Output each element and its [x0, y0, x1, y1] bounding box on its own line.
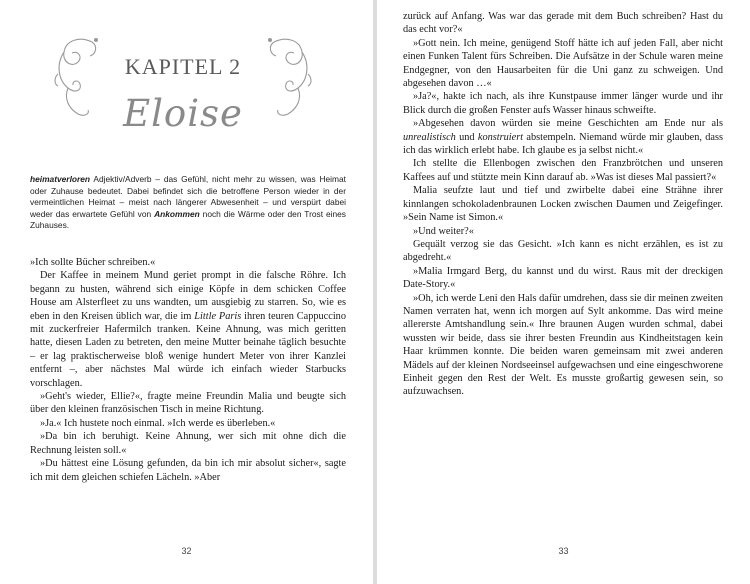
paragraph: »Malia Irmgard Berg, du kannst und du wirst. Raus mit der dreckigen Date-Story.« [403, 265, 723, 291]
definition-block [30, 174, 346, 232]
paragraph: »Und weiter?« [413, 225, 474, 237]
chapter-character-name: Eloise [123, 92, 243, 135]
paragraph: Malia seufzte laut und tief und zwirbelte dabei eine Strähne ihrer kinnlangen schokoladenbraunen Locken zwischen Daumen und Zeigefinger. »Sein Name ist Simon.« [403, 185, 723, 224]
paragraph: »Abgesehen davon würden sie meine Geschichten am Ende nur als unrealistisch und konstruiert abstempeln. Niemand würde mir glauben, dass ich das wirklich erlebt habe. Ich glaube es ja selbst nicht.« [403, 118, 724, 157]
paragraph: Gequält verzog sie das Gesicht. »Ich kann es nicht erzählen, es ist zu abgedreht.« [403, 238, 723, 264]
left-page [0, 0, 373, 584]
paragraph: »Ja.« Ich hustete noch einmal. »Ich werde es überleben.« [40, 417, 276, 429]
right-page [377, 0, 750, 584]
paragraph: zurück auf Anfang. Was war das gerade mit dem Buch schreiben? Hast du das echt vor?« [403, 11, 723, 36]
definition-term-2: Ankommen [154, 208, 200, 219]
right-body-text [403, 10, 723, 399]
definition-text-2: noch die Wärme oder den Trost eines Zuhauses. [30, 208, 346, 231]
paragraph: »Du hättest eine Lösung gefunden, da bin ich mir absolut sicher«, sagte ich mit dem gleichen schiefen Lächeln. »Aber [30, 458, 346, 483]
chapter-title: KAPITEL 2 [124, 54, 242, 79]
page-number-right: 33 [558, 546, 569, 556]
definition-text: Adjektiv/Adverb – das Gefühl, nicht mehr zu wissen, was Heimat oder Zuhause bedeutet. Dabei befindet sich die betroffene Person wieder in der vermeintlichen Heimat – meist nach längerer Abwesenheit – und verspürt dabei weder das erwartete Gefühl von [30, 174, 346, 219]
paragraph: »Gott nein. Ich meine, genügend Stoff hätte ich auf jeden Fall, aber nicht einen Funken Talent fürs Schreiben. Die Aufsätze in der Schule waren meine Endgegner, von den Hausarbeiten für die Uni ganz zu schweigen. Und abgesehen davon …« [403, 37, 723, 90]
left-body-text [30, 256, 346, 484]
paragraph: Der Kaffee in meinem Mund geriet prompt in die falsche Röhre. Ich begann zu husten, während sich einige Köpfe in dem schicken Coffee House am Alsterfleet zu uns wandten, um ausgiebig zu starren. So, wie es eben in den Kreisen üblich war, die im Little Paris ihren teuren Cappuccino mit zuckerfreier Hafermilch tranken. Keine Ahnung, was mich geritten hatte, diesen Laden zu betreten, den meine Mutter beinahe täglich besuchte – er lag praktischerweise bloß wenige hundert Meter von ihrer Kanzlei entfernt –, aber nächstes Mal würde ich einfach wieder Starbucks vorschlagen. [30, 270, 346, 389]
paragraph: »Oh, ich werde Leni den Hals dafür umdrehen, dass sie dir meinen zweiten Namen verraten hat, wenn ich morgen auf Sylt ankomme. Das wird meine allererste Amtshandlung sein.« Ihre braunen Augen wurden schmal, dabei wussten wir beide, dass sie ihrer besten Freundin aus Kindheitstagen kein Haar krümmen konnte. Die beiden waren gemeinsam mit zwei anderen Mädels auf der kleinen Nordseeinsel aufgewachsen und eine eingeschworene Einheit gegen den Rest der Welt. Es musste großartig gewesen sein, so aufzuwachsen. [403, 292, 723, 398]
page-number-left: 32 [181, 546, 192, 556]
chapter-heading [52, 34, 314, 154]
definition-term: heimatverloren [30, 174, 91, 184]
paragraph: »Ja?«, hakte ich nach, als ihre Kunstpause immer länger wurde und ihr Blick durch die großen Fenster aufs Wasser hinaus schweifte. [403, 91, 723, 116]
paragraph: Ich stellte die Ellenbogen zwischen den Franzbrötchen und unseren Kaffees auf und stützte mein Kinn darauf ab. »Was ist dieses Mal passiert?« [403, 158, 723, 183]
paragraph: »Geht's wieder, Ellie?«, fragte meine Freundin Malia und beugte sich über den kleinen französischen Tisch in meine Richtung. [30, 391, 346, 416]
paragraph: »Da bin ich beruhigt. Keine Ahnung, wer sich mit ohne dich die Rechnung leisten soll.« [30, 431, 346, 456]
paragraph: »Ich sollte Bücher schreiben.« [30, 257, 156, 268]
